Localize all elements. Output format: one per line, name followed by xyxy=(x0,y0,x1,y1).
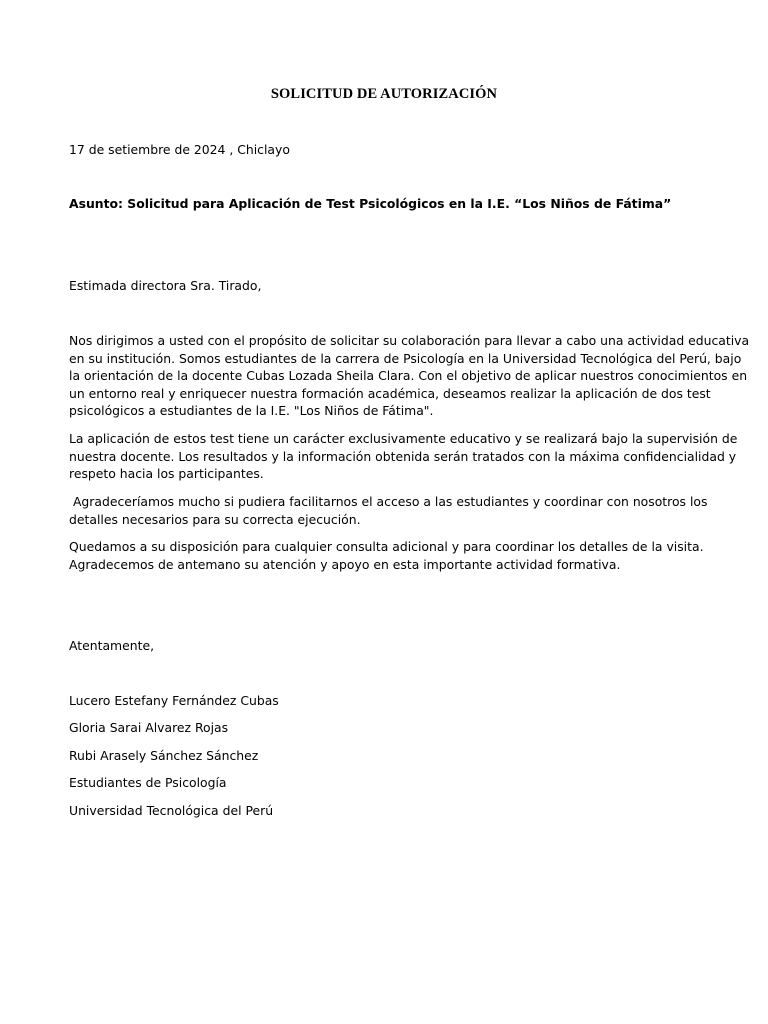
paragraph-line: respeto hacia los participantes. xyxy=(69,466,264,481)
paragraph-line: Agradecemos de antemano su atención y apoyo en esta importante actividad formativa. xyxy=(69,556,621,572)
signature-institution: Universidad Tecnológica del Perú xyxy=(69,803,274,818)
paragraph-line: Quedamos a su disposición para cualquier consulta adicional y para coordinar los detalles de la visita. xyxy=(69,539,704,554)
paragraph-line: la orientación de la docente Cubas Lozada Sheila Clara. Con el objetivo de aplicar nuestros conocimientos en xyxy=(69,368,748,383)
signature-name-2: Gloria Sarai Alvarez Rojas xyxy=(69,720,229,735)
paragraph-line: Agradeceríamos mucho si pudiera facilitarnos el acceso a las estudiantes y coordinar con nosotros los xyxy=(69,494,708,509)
paragraph-1 xyxy=(69,332,750,420)
document-title: SOLICITUD DE AUTORIZACIÓN xyxy=(270,86,498,102)
paragraph-line: en su institución. Somos estudiantes de la carrera de Psicología en la Universidad Tecnológica del Perú, bajo xyxy=(69,350,742,366)
paragraph-3 xyxy=(69,493,709,528)
paragraph-line: Nos dirigimos a usted con el propósito de solicitar su colaboración para llevar a cabo una actividad educativa xyxy=(69,333,750,348)
paragraph-line: psicológicos a estudiantes de la I.E. "Los Niños de Fátima". xyxy=(69,403,434,418)
paragraph-2 xyxy=(69,430,738,483)
paragraph-line: un entorno real y enriquecer nuestra formación académica, deseamos realizar la aplicación de dos test xyxy=(69,385,711,401)
signature-role: Estudiantes de Psicología xyxy=(69,775,227,790)
signature-name-1: Lucero Estefany Fernández Cubas xyxy=(69,693,279,708)
paragraph-line: La aplicación de estos test tiene un carácter exclusivamente educativo y se realizará bajo la supervisión de xyxy=(69,431,738,446)
paragraph-4 xyxy=(69,538,709,573)
subject-line: Asunto: Solicitud para Aplicación de Test Psicológicos en la I.E. “Los Niños de Fátima” xyxy=(69,196,672,211)
paragraph-line: nuestra docente. Los resultados y la información obtenida serán tratados con la máxima confidencialidad y xyxy=(69,448,737,464)
greeting: Estimada directora Sra. Tirado, xyxy=(69,278,262,293)
closing: Atentamente, xyxy=(69,638,155,653)
signature-name-3: Rubi Arasely Sánchez Sánchez xyxy=(69,748,259,763)
date-line: 17 de setiembre de 2024 , Chiclayo xyxy=(69,142,290,157)
paragraph-line: detalles necesarios para su correcta ejecución. xyxy=(69,511,361,527)
